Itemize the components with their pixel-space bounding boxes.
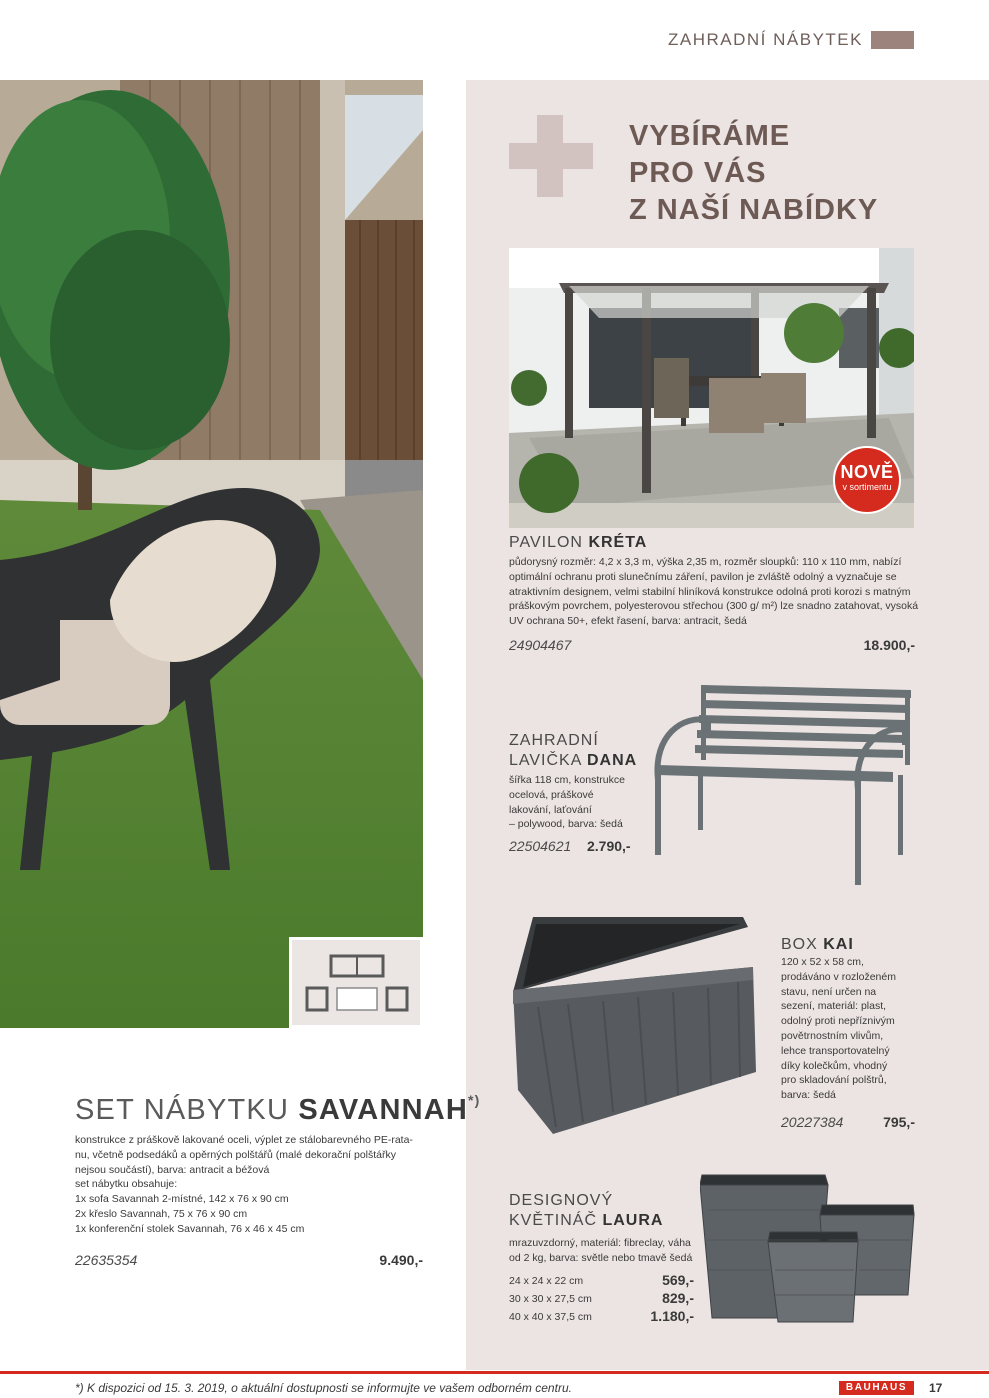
savannah-title: [75, 1094, 481, 1127]
pavilon-article-code: 24904467: [509, 637, 572, 653]
vase-title-name: LAURA: [602, 1212, 664, 1229]
page-number: 17: [929, 1381, 943, 1395]
pavilon-price: 18.900,-: [863, 637, 915, 653]
vase-size: 30 x 30 x 27,5 cm: [509, 1293, 592, 1305]
savannah-set-photo: [0, 80, 423, 1028]
bench-title-prefix-2: LAVIČKA: [509, 752, 582, 769]
vase-size-row: [509, 1290, 694, 1308]
section-title: ZAHRADNÍ NÁBYTEK: [668, 30, 863, 49]
vase-description: mrazuvzdorný, materiál: fibreclay, váha od 2 kg, barva: světle nebo tmavě šedá: [509, 1237, 693, 1264]
bench-title: [509, 731, 637, 771]
bench-price: 2.790,-: [587, 838, 631, 854]
box-title-prefix: BOX: [781, 936, 818, 953]
promo-heading-line-1: VYBÍRÁME: [629, 120, 791, 152]
box-article-code: 20227384: [781, 1114, 844, 1130]
badge-text-new: NOVĚ: [840, 462, 894, 482]
promo-heading-line-2: PRO VÁS: [629, 157, 767, 189]
vase-size: 40 x 40 x 37,5 cm: [509, 1311, 592, 1323]
vase-title: [509, 1191, 663, 1231]
savannah-title-prefix: SET NÁBYTKU: [75, 1094, 290, 1126]
vase-title-prefix-1: DESIGNOVÝ: [509, 1192, 614, 1209]
new-in-assortment-badge: [833, 446, 901, 514]
pavilon-title: [509, 533, 647, 553]
savannah-title-footnote-mark: *): [468, 1092, 481, 1108]
box-description: 120 x 52 x 58 cm, prodáváno v rozloženém stavu, není určen na sezení, materiál: plast, odolný proti nepříznivým povětrnostním vlivům, lehce transportovatelný díky kolečkům, vhodný pro skladování polštrů, barva: šedá: [781, 956, 896, 1102]
storage-box-kai-photo: [508, 912, 768, 1137]
pavilon-title-name: KRÉTA: [588, 534, 648, 551]
pavilon-description: půdorysný rozměr: 4,2 x 3,3 m, výška 2,35 m, rozměr sloupků: 110 x 110 mm, nabízí optimální ochranu proti slunečnímu záření, pavilon je zvláště odolný a vyznačuje se atraktivním designem, velmi stabilní hliníková konstrukce odolná proti korozi s matným práškovým povrchem, polyesterovou střechou (300 g/ m²) lze snadno zatahovat, vysoká UV ochrana 50+, efekt řasení, barva: antracit, šedá: [509, 556, 919, 628]
box-price: 795,-: [883, 1114, 915, 1130]
box-title: [781, 935, 854, 955]
bench-description: šířka 118 cm, konstrukce ocelová, práškové lakování, laťování – polywood, barva: šedá: [509, 774, 625, 831]
vase-title-prefix-2: KVĚTINÁČ: [509, 1212, 598, 1229]
vase-price: 829,-: [662, 1290, 694, 1306]
box-title-name: KAI: [823, 936, 854, 953]
vase-size-row: [509, 1272, 694, 1290]
savannah-article-code: 22635354: [75, 1252, 138, 1268]
furniture-layout-panel: [289, 937, 423, 1028]
section-title-accent-block: [871, 31, 914, 49]
planter-laura-photo: [700, 1170, 915, 1325]
vase-size: 24 x 24 x 22 cm: [509, 1275, 584, 1287]
promo-heading-line-3: Z NAŠÍ NABÍDKY: [629, 194, 879, 226]
vase-size-row: [509, 1308, 694, 1326]
footer-divider: [0, 1371, 989, 1374]
bench-dana-photo: [643, 680, 918, 890]
furniture-layout-icon: [292, 940, 420, 1025]
footer-availability-note: *) K dispozici od 15. 3. 2019, o aktuální dostupnosti se informujte ve vašem odborném centru.: [75, 1381, 572, 1395]
plus-icon-bar: [509, 143, 593, 169]
bench-title-prefix-1: ZAHRADNÍ: [509, 732, 599, 749]
vase-price: 1.180,-: [650, 1308, 694, 1324]
savannah-title-name: SAVANNAH: [298, 1094, 469, 1126]
pavilon-title-prefix: PAVILON: [509, 534, 583, 551]
savannah-description: konstrukce z práškově lakované oceli, výplet ze stálobarevného PE-rata- nu, včetně podsedáků a opěrných polštářů (malé dekorační polštářky nejsou součástí), barva: antracit a béžová set nábytku obsahuje: 1x sofa Savannah 2-místné, 142 x 76 x 90 cm 2x křeslo Savannah, 75 x 76 x 90 cm 1x konferenční stolek Savannah, 76 x 46 x 45 cm: [75, 1134, 413, 1235]
savannah-price: 9.490,-: [379, 1252, 423, 1268]
bauhaus-logo-text: BAUHAUS: [845, 1382, 908, 1393]
vase-price: 569,-: [662, 1272, 694, 1288]
bench-article-code: 22504621: [509, 838, 572, 854]
bauhaus-logo: [839, 1381, 914, 1395]
bench-title-name: DANA: [586, 752, 638, 769]
badge-text-in-assortment: v sortimentu: [842, 482, 892, 492]
